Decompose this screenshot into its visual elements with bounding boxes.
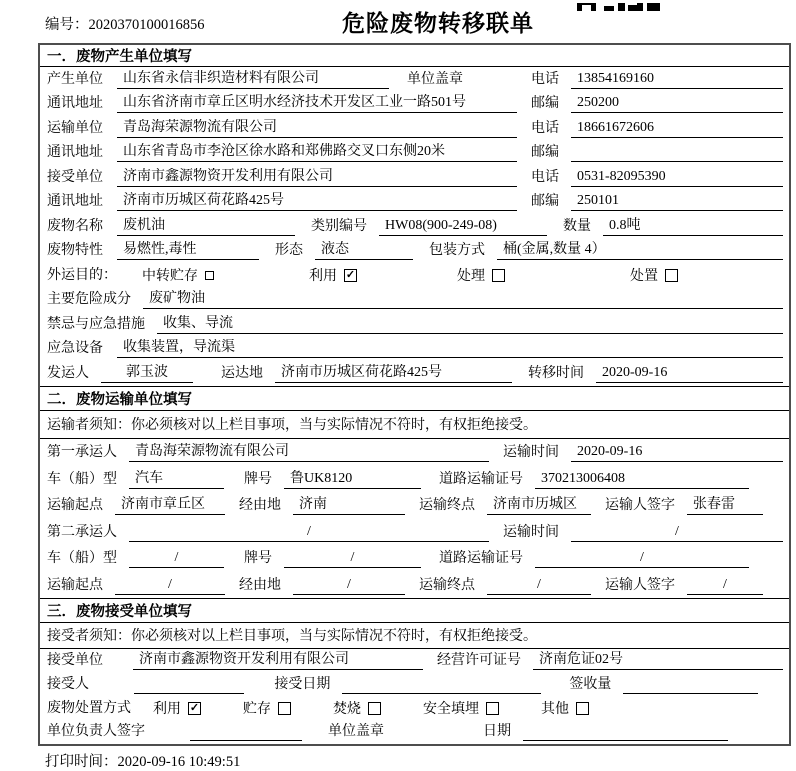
purpose-option-dispose — [630, 266, 678, 285]
destination-value: 济南市历城区荷花路425号 — [275, 364, 512, 383]
first-carrier-value: 青岛海荣源物流有限公司 — [129, 443, 489, 462]
waste-name-value: 废机油 — [117, 217, 295, 236]
first-carrier-label: 第一承运人 — [47, 445, 117, 460]
disposal-option-landfill — [423, 699, 499, 718]
receiver-tel-label: 电话 — [531, 169, 559, 185]
transport-zip-label: 邮编 — [531, 145, 559, 160]
qr-code-fragment — [577, 0, 661, 8]
waste-form-value: 液态 — [315, 241, 413, 260]
route-start-label-1: 运输起点 — [47, 498, 103, 513]
route-end-value-2: / — [487, 576, 591, 595]
vehicle-row-2 — [40, 545, 789, 572]
purpose-utilize-label: 利用 — [309, 269, 337, 284]
transporter-notice-text: 运输者须知：你必须核对以上栏目事项，当与实际情况不符时，有权拒绝接受。 — [47, 418, 537, 433]
accepting-person-row — [40, 673, 789, 697]
carrier-sign-value-1: 张春雷 — [687, 496, 763, 515]
receiver-zip-value: 250101 — [571, 192, 783, 211]
print-time-value: 2020-09-16 10:49:51 — [117, 754, 241, 770]
plate-value-2: / — [284, 549, 421, 568]
first-carrier-row — [40, 439, 789, 466]
route-start-value-1: 济南市章丘区 — [115, 496, 225, 515]
producer-zip-value: 250200 — [571, 94, 783, 113]
dispatch-row — [40, 361, 789, 386]
dispatcher-value: 郭玉波 — [101, 364, 193, 383]
disposal-incinerate-label: 焚烧 — [333, 702, 361, 717]
road-permit-label-1: 道路运输证号 — [439, 471, 523, 487]
disposal-option-utilize — [153, 699, 201, 718]
checkbox-transit-storage — [205, 271, 214, 280]
checkbox-treat — [492, 269, 505, 282]
transport-unit-row — [40, 116, 789, 141]
vehicle-row-1 — [40, 465, 789, 492]
disposal-store-label: 贮存 — [243, 702, 271, 717]
transport-time-group-2 — [503, 523, 783, 542]
sign-date-label: 日期 — [483, 724, 511, 739]
accept-date-value — [342, 675, 541, 694]
purpose-option-treat — [457, 266, 505, 285]
route-end-value-1: 济南市历城区 — [487, 496, 591, 515]
hazard-component-label: 主要危险成分 — [47, 292, 131, 307]
emergency-measures-label: 禁忌与应急措施 — [47, 316, 145, 332]
producer-zip-group — [531, 94, 783, 113]
waste-traits-value: 易燃性,毒性 — [117, 241, 259, 260]
second-carrier-label: 第二承运人 — [47, 524, 117, 540]
receiver-unit-value: 济南市鑫源物资开发利用有限公司 — [117, 168, 517, 187]
print-time-label: 打印时间： — [45, 754, 118, 770]
producer-unit-row — [40, 67, 789, 92]
receiver-address-row — [40, 190, 789, 215]
unit-seal-label-2: 单位盖章 — [328, 724, 384, 739]
responsible-sign-row — [40, 721, 789, 745]
receiver-tel-group — [531, 168, 783, 187]
route-start-label-2: 运输起点 — [47, 577, 103, 593]
transfer-purpose-row — [40, 263, 789, 288]
emergency-equipment-row — [40, 337, 789, 362]
receiver-zip-label: 邮编 — [531, 194, 559, 209]
receiver-address-label: 通讯地址 — [47, 194, 103, 209]
emergency-equipment-value: 收集装置，导流渠 — [117, 339, 783, 358]
waste-category-label: 类别编号 — [311, 218, 367, 234]
checkbox-disposal-incinerate — [368, 702, 381, 715]
transfer-time-label: 转移时间 — [528, 365, 584, 381]
plate-value-1: 鲁UK8120 — [284, 470, 421, 489]
waste-name-label: 废物名称 — [47, 218, 103, 234]
emergency-measures-row — [40, 312, 789, 337]
producer-address-value: 山东省济南市章丘区明水经济技术开发区工业一路501号 — [117, 94, 517, 113]
received-qty-label: 签收量 — [569, 676, 612, 692]
checkbox-utilize-checked: ✓ — [345, 268, 356, 281]
checkbox-disposal-store — [278, 702, 291, 715]
disposal-method-label: 废物处置方式 — [47, 700, 131, 716]
sign-date-value — [523, 722, 728, 741]
checkbox-disposal-utilize-checked: ✓ — [189, 701, 200, 714]
producer-tel-label: 电话 — [531, 71, 559, 87]
license-value: 济南危证02号 — [533, 651, 783, 670]
transport-time-group-1 — [503, 443, 783, 462]
waste-qty-label: 数量 — [563, 218, 591, 234]
responsible-sign-value — [190, 722, 302, 741]
plate-label-1: 牌号 — [244, 471, 272, 487]
transport-address-value: 山东省青岛市李沧区徐水路和郑佛路交叉口东侧20米 — [117, 143, 517, 162]
disposal-other-label: 其他 — [541, 702, 569, 717]
qr-code-fragment-svg — [577, 3, 661, 11]
accepting-person-label: 接受人 — [47, 676, 89, 692]
transport-time-label-1: 运输时间 — [503, 445, 559, 460]
section2-title: 二．废物运输单位填写 — [47, 391, 192, 408]
route-row-2 — [40, 571, 789, 598]
route-via-label-1: 经由地 — [239, 498, 281, 513]
producer-unit-label: 产生单位 — [47, 71, 103, 87]
transport-tel-value: 18661672606 — [571, 119, 783, 138]
accepting-unit-value: 济南市鑫源物资开发利用有限公司 — [133, 651, 423, 670]
route-row-1 — [40, 492, 789, 519]
waste-category-value: HW08(900-249-08) — [379, 217, 547, 236]
receiver-zip-group — [531, 192, 783, 211]
plate-label-2: 牌号 — [244, 551, 272, 566]
accepting-person-value — [134, 675, 244, 694]
route-end-label-1: 运输终点 — [419, 498, 475, 513]
page-title: 危险废物转移联单 — [342, 11, 534, 36]
vehicle-type-label-1: 车（船）型 — [47, 471, 117, 487]
transporter-notice-row — [40, 411, 789, 439]
receiver-unit-label: 接受单位 — [47, 169, 103, 185]
section1-title: 一．废物产生单位填写 — [47, 49, 192, 65]
receiver-notice-row — [40, 623, 789, 649]
producer-zip-label: 邮编 — [531, 96, 559, 111]
accepting-unit-label: 接受单位 — [47, 652, 103, 668]
carrier-sign-label-2: 运输人签字 — [605, 577, 675, 593]
checkbox-disposal-other — [576, 702, 589, 715]
section1-header — [40, 45, 789, 67]
receiver-address-value: 济南市历城区荷花路425号 — [117, 192, 517, 211]
checkbox-disposal-landfill — [486, 702, 499, 715]
transport-tel-group — [531, 119, 783, 138]
road-permit-label-2: 道路运输证号 — [439, 551, 523, 566]
dispatcher-label: 发运人 — [47, 365, 89, 381]
transport-address-row — [40, 141, 789, 166]
transport-tel-label: 电话 — [531, 120, 559, 136]
carrier-sign-value-2: / — [687, 576, 763, 595]
license-label: 经营许可证号 — [437, 652, 521, 668]
unit-seal-label: 单位盖章 — [407, 71, 463, 87]
packaging-label: 包装方式 — [429, 243, 485, 258]
transfer-purpose-label: 外运目的： — [47, 267, 117, 283]
transport-time-value-1: 2020-09-16 — [571, 443, 783, 462]
disposal-method-row — [40, 697, 789, 721]
emergency-measures-value: 收集、导流 — [157, 315, 783, 334]
waste-traits-label: 废物特性 — [47, 243, 103, 258]
section3-header — [40, 598, 789, 623]
destination-label: 运达地 — [221, 365, 263, 381]
route-end-label-2: 运输终点 — [419, 577, 475, 593]
route-via-value-2: / — [293, 576, 405, 595]
second-carrier-row — [40, 518, 789, 545]
hazard-component-row — [40, 288, 789, 313]
checkbox-dispose — [665, 269, 678, 282]
route-start-value-2: / — [115, 576, 225, 595]
producer-address-row — [40, 92, 789, 117]
vehicle-type-value-1: 汽车 — [129, 470, 224, 489]
waste-form-label: 形态 — [275, 243, 303, 258]
producer-tel-value: 13854169160 — [571, 70, 783, 89]
accepting-unit-row — [40, 649, 789, 673]
responsible-sign-label: 单位负责人签字 — [47, 724, 145, 739]
vehicle-type-label-2: 车（船）型 — [47, 551, 117, 566]
transfer-form-table — [38, 43, 791, 746]
producer-unit-value: 山东省永信非织造材料有限公司 — [117, 70, 389, 89]
section2-header — [40, 386, 789, 411]
disposal-option-other — [541, 699, 589, 718]
purpose-transit-storage-label: 中转贮存 — [142, 269, 198, 284]
sign-date-group — [483, 722, 728, 741]
serial-value: 2020370100016856 — [88, 17, 205, 33]
transport-time-label-2: 运输时间 — [503, 524, 559, 540]
purpose-treat-label: 处理 — [457, 269, 485, 284]
transport-unit-value: 青岛海荣源物流有限公司 — [117, 119, 517, 138]
transport-address-label: 通讯地址 — [47, 145, 103, 160]
receiver-notice-text: 接受者须知：你必须核对以上栏目事项，当与实际情况不符时，有权拒绝接受。 — [47, 629, 537, 644]
receiver-tel-value: 0531-82095390 — [571, 168, 783, 187]
emergency-equipment-label: 应急设备 — [47, 341, 103, 356]
serial-label: 编号： — [45, 17, 89, 33]
vehicle-type-value-2: / — [129, 549, 224, 568]
transfer-time-value: 2020-09-16 — [596, 364, 783, 383]
disposal-option-incinerate — [333, 699, 381, 718]
producer-tel-group — [531, 70, 783, 89]
receiver-unit-row — [40, 165, 789, 190]
packaging-value: 桶(金属,数量 4） — [497, 241, 783, 260]
purpose-option-transit-storage — [142, 266, 214, 285]
purpose-option-utilize — [309, 266, 357, 285]
hazard-component-value: 废矿物油 — [143, 290, 783, 309]
section3-title: 三．废物接受单位填写 — [47, 603, 192, 620]
transport-zip-group — [531, 143, 783, 162]
transport-unit-label: 运输单位 — [47, 120, 103, 136]
second-carrier-value: / — [129, 523, 489, 542]
producer-address-label: 通讯地址 — [47, 96, 103, 111]
accept-date-label: 接受日期 — [274, 676, 331, 692]
received-qty-value — [623, 675, 758, 694]
disposal-option-store — [243, 699, 291, 718]
waste-name-row — [40, 214, 789, 239]
waste-traits-row — [40, 239, 789, 264]
route-via-value-1: 济南 — [293, 496, 405, 515]
transport-time-value-2: / — [571, 523, 783, 542]
purpose-dispose-label: 处置 — [630, 269, 658, 284]
road-permit-value-1: 370213006408 — [535, 470, 749, 489]
carrier-sign-label-1: 运输人签字 — [605, 498, 675, 513]
disposal-utilize-label: 利用 — [153, 702, 181, 717]
route-via-label-2: 经由地 — [239, 577, 281, 593]
transport-zip-value — [571, 143, 783, 162]
disposal-landfill-label: 安全填埋 — [423, 702, 479, 717]
road-permit-value-2: / — [535, 549, 749, 568]
waste-qty-value: 0.8吨 — [603, 217, 783, 236]
